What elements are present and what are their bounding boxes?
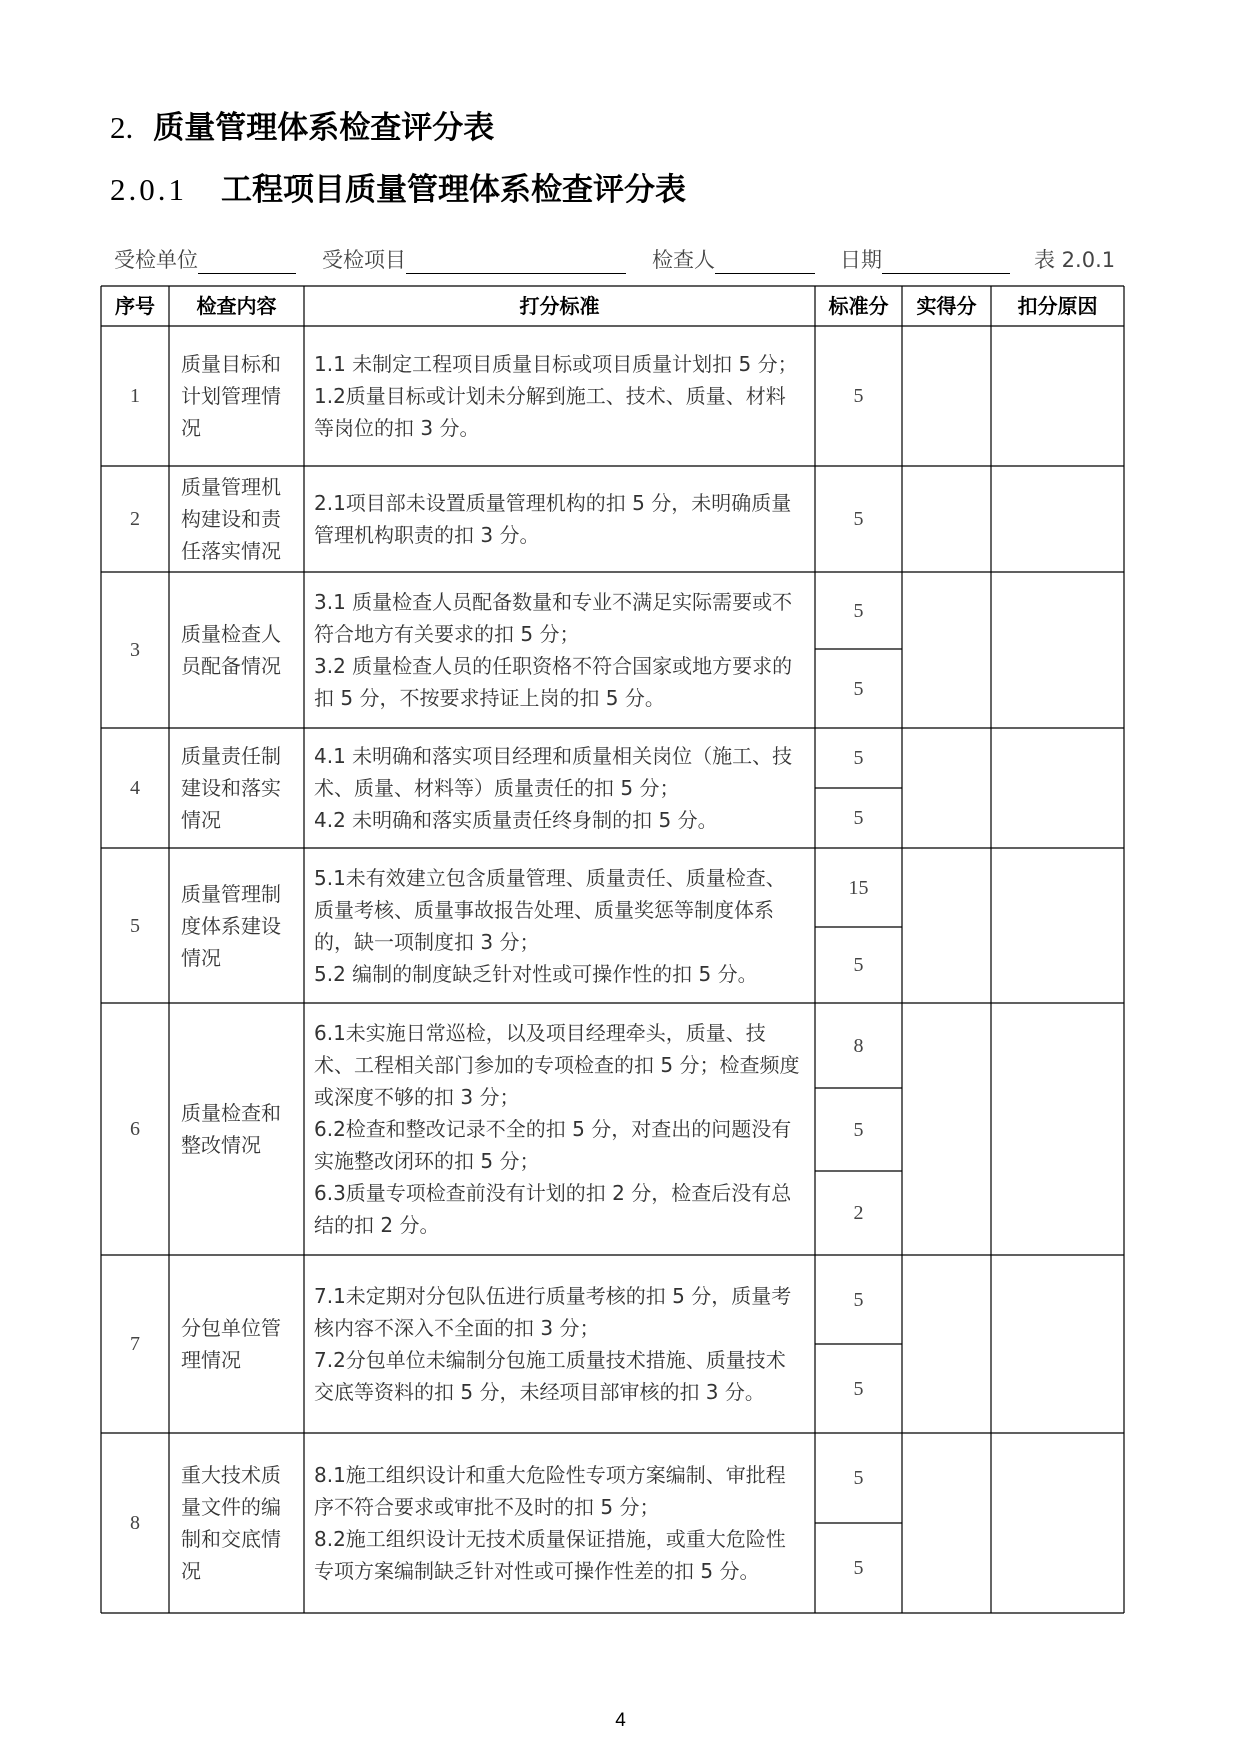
standard-score: 5 xyxy=(853,747,864,769)
deduction-reason-cell[interactable] xyxy=(991,466,1124,572)
criterion-item: 2.1项目部未设置质量管理机构的扣 5 分，未明确质量管理机构职责的扣 3 分。 xyxy=(314,491,792,547)
standard-score: 15 xyxy=(848,876,869,899)
criterion-item: 7.2分包单位未编制分包施工质量技术措施、质量技术交底等资料的扣 5 分，未经项目部审核的扣 3 分。 xyxy=(314,1348,786,1404)
actual-score-cell[interactable] xyxy=(902,848,991,1003)
criterion-item: 8.1施工组织设计和重大危险性专项方案编制、审批程序不符合要求或审批不及时的扣 5 分； xyxy=(314,1463,786,1519)
standard-score: 5 xyxy=(853,1557,864,1579)
row-number: 6 xyxy=(130,1118,140,1140)
actual-score-cell[interactable] xyxy=(902,466,991,572)
criterion-item: 3.2 质量检查人员的任职资格不符合国家或地方要求的扣 5 分，不按要求持证上岗的扣 5 分。 xyxy=(314,654,793,710)
standard-score: 5 xyxy=(853,385,864,407)
inspector-label: 检查人 xyxy=(652,248,715,272)
page-number: 4 xyxy=(615,1710,626,1731)
section-number: 2. xyxy=(110,110,134,145)
subsection-title: 工程项目质量管理体系检查评分表 xyxy=(221,172,686,208)
actual-score-cell[interactable] xyxy=(902,572,991,728)
row-number: 8 xyxy=(130,1512,140,1534)
criterion-item: 1.1 未制定工程项目质量目标或项目质量计划扣 5 分； xyxy=(314,352,798,376)
row-number: 2 xyxy=(130,508,140,530)
criterion-item: 6.3质量专项检查前没有计划的扣 2 分，检查后没有总结的扣 2 分。 xyxy=(314,1181,792,1237)
criterion-item: 7.1未定期对分包队伍进行质量考核的扣 5 分，质量考核内容不深入不全面的扣 3 分； xyxy=(314,1284,792,1340)
standard-score: 5 xyxy=(853,1377,864,1400)
check-content: 质量责任制建设和落实情况 xyxy=(181,744,281,832)
criterion-item: 5.1未有效建立包含质量管理、质量责任、质量检查、质量考核、质量事故报告处理、质量奖惩等制度体系的，缺一项制度扣 3 分； xyxy=(314,865,786,954)
header-content: 检查内容 xyxy=(196,294,277,318)
header-deduction-reason: 扣分原因 xyxy=(1017,294,1098,318)
deduction-reason-cell[interactable] xyxy=(991,1433,1124,1613)
row-number: 1 xyxy=(130,385,140,407)
row-number: 7 xyxy=(130,1333,140,1355)
section-title: 质量管理体系检查评分表 xyxy=(153,110,495,146)
criterion-item: 4.2 未明确和落实质量责任终身制的扣 5 分。 xyxy=(314,808,718,832)
inspected-project-label: 受检项目 xyxy=(322,248,406,272)
standard-score: 8 xyxy=(853,1034,864,1057)
actual-score-cell[interactable] xyxy=(902,1433,991,1613)
criterion-item: 5.2 编制的制度缺乏针对性或可操作性的扣 5 分。 xyxy=(314,961,758,986)
check-content: 质量目标和计划管理情况 xyxy=(181,352,281,440)
scoring-criteria xyxy=(304,326,815,466)
criterion-item: 8.2施工组织设计无技术质量保证措施，或重大危险性专项方案编制缺乏针对性或可操作性差的扣 5 分。 xyxy=(314,1527,786,1583)
check-content: 质量检查人员配备情况 xyxy=(181,622,281,678)
scoring-criteria xyxy=(304,1255,815,1433)
standard-score: 5 xyxy=(853,508,864,530)
table-reference: 表 2.0.1 xyxy=(1034,248,1116,272)
actual-score-cell[interactable] xyxy=(902,728,991,848)
row-number: 5 xyxy=(130,914,140,937)
standard-score: 5 xyxy=(853,599,864,622)
scoring-criteria xyxy=(304,1433,815,1613)
standard-score: 2 xyxy=(853,1202,864,1224)
subsection-number: 2.0.1 xyxy=(110,172,187,207)
deduction-reason-cell[interactable] xyxy=(991,848,1124,1003)
check-content: 质量检查和整改情况 xyxy=(181,1101,281,1157)
check-content: 分包单位管理情况 xyxy=(181,1316,281,1372)
header-standard-score: 标准分 xyxy=(828,294,889,318)
standard-score: 5 xyxy=(853,1288,864,1311)
criterion-item: 4.1 未明确和落实项目经理和质量相关岗位（施工、技术、质量、材料等）质量责任的扣 5 分； xyxy=(314,744,793,800)
standard-score: 5 xyxy=(853,677,864,700)
standard-score: 5 xyxy=(853,1467,864,1489)
scoring-criteria xyxy=(304,466,815,572)
standard-score: 5 xyxy=(853,807,864,829)
header-seq: 序号 xyxy=(115,294,155,318)
deduction-reason-cell[interactable] xyxy=(991,326,1124,466)
scoring-criteria xyxy=(304,728,815,848)
actual-score-cell[interactable] xyxy=(902,1255,991,1433)
deduction-reason-cell[interactable] xyxy=(991,1255,1124,1433)
actual-score-cell[interactable] xyxy=(902,1003,991,1255)
check-content: 重大技术质量文件的编制和交底情况 xyxy=(181,1463,281,1583)
deduction-reason-cell[interactable] xyxy=(991,572,1124,728)
standard-score: 5 xyxy=(853,954,864,976)
row-number: 4 xyxy=(130,777,140,799)
actual-score-cell[interactable] xyxy=(902,326,991,466)
check-content: 质量管理制度体系建设情况 xyxy=(181,881,281,970)
scoring-criteria xyxy=(304,572,815,728)
criterion-item: 3.1 质量检查人员配备数量和专业不满足实际需要或不符合地方有关要求的扣 5 分； xyxy=(314,590,793,646)
inspected-unit-label: 受检单位 xyxy=(114,248,198,272)
scoring-criteria xyxy=(304,848,815,1003)
date-label: 日期 xyxy=(840,248,882,272)
deduction-reason-cell[interactable] xyxy=(991,728,1124,848)
criterion-item: 6.2检查和整改记录不全的扣 5 分，对查出的问题没有实施整改闭环的扣 5 分； xyxy=(314,1117,792,1173)
check-content: 质量管理机构建设和责任落实情况 xyxy=(181,475,281,563)
header-criteria: 打分标准 xyxy=(519,294,600,318)
criterion-item: 6.1未实施日常巡检，以及项目经理牵头，质量、技术、工程相关部门参加的专项检查的扣 5 分；检查频度或深度不够的扣 3 分； xyxy=(314,1021,800,1109)
criterion-item: 1.2质量目标或计划未分解到施工、技术、质量、材料等岗位的扣 3 分。 xyxy=(314,384,786,440)
header-actual-score: 实得分 xyxy=(916,294,977,318)
scoring-criteria xyxy=(304,1003,815,1255)
standard-score: 5 xyxy=(853,1118,864,1141)
deduction-reason-cell[interactable] xyxy=(991,1003,1124,1255)
row-number: 3 xyxy=(130,639,140,661)
